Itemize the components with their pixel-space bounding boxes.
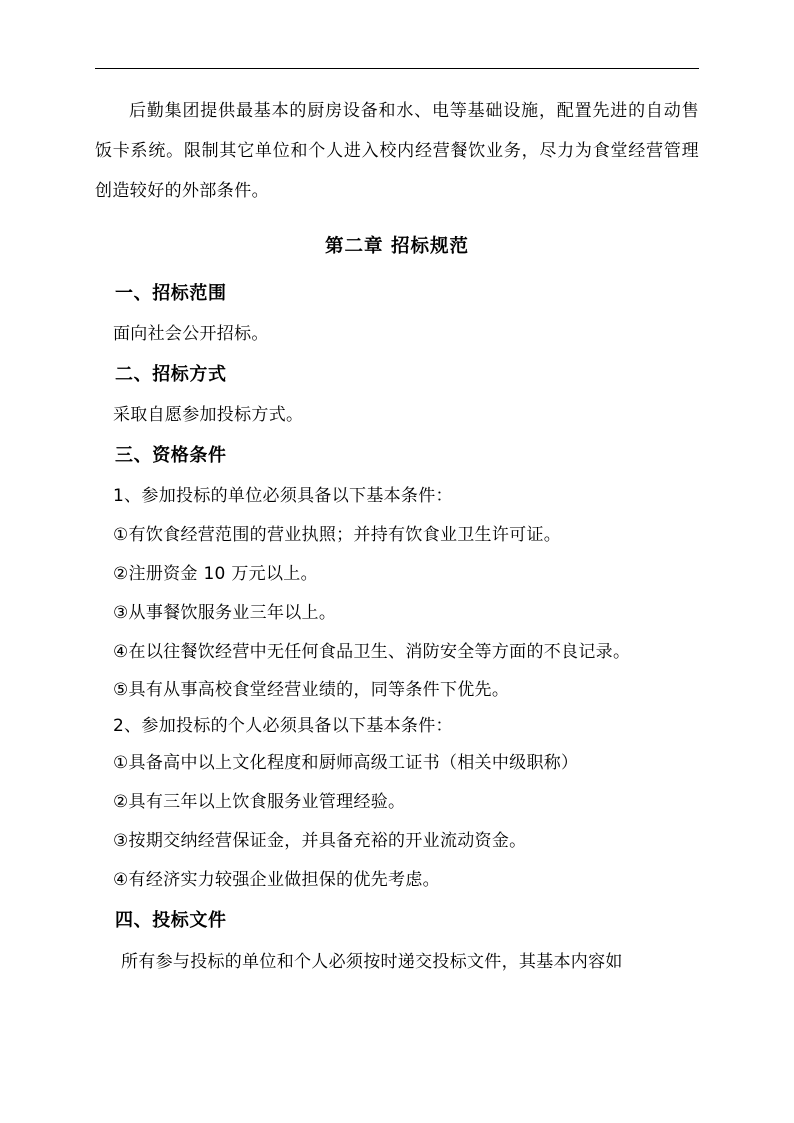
section-line-qual-10: ③按期交纳经营保证金，并具备充裕的开业流动资金。	[113, 831, 527, 851]
section-heading-method: 二、招标方式	[115, 364, 227, 385]
section-heading-scope: 一、招标范围	[115, 283, 227, 304]
section-heading-bid-documents: 四、投标文件	[115, 910, 227, 931]
document-content	[95, 68, 699, 982]
section-line-qual-3: ②注册资金 10 万元以上。	[113, 564, 318, 584]
chapter-title: 第二章 招标规范	[325, 236, 469, 257]
section-line-qual-1: 1、参加投标的单位必须具备以下基本条件：	[113, 486, 453, 506]
section-line-qual-11: ④有经济实力较强企业做担保的优先考虑。	[113, 870, 440, 890]
section-line-qual-9: ②具有三年以上饮食服务业管理经验。	[113, 792, 406, 812]
intro-paragraph: 后勤集团提供最基本的厨房设备和水、电等基础设施，配置先进的自动售饭卡系统。限制其它单位和个人进入校内经营餐饮业务，尽力为食堂经营管理创造较好的外部条件。	[95, 101, 699, 201]
section-heading-qualification: 三、资格条件	[115, 445, 227, 466]
section-line-qual-8: ①具备高中以上文化程度和厨师高级工证书（相关中级职称）	[113, 753, 579, 773]
section-line-qual-4: ③从事餐饮服务业三年以上。	[113, 603, 337, 623]
header-rule	[95, 68, 699, 69]
closing-paragraph: 所有参与投标的单位和个人必须按时递交投标文件，其基本内容如	[121, 952, 623, 972]
section-line-qual-2: ①有饮食经营范围的营业执照；并持有饮食业卫生许可证。	[113, 525, 562, 545]
section-line-qual-5: ④在以往餐饮经营中无任何食品卫生、消防安全等方面的不良记录。	[113, 642, 631, 662]
section-line-qual-6: ⑤具有从事高校食堂经营业绩的，同等条件下优先。	[113, 680, 510, 700]
section-line-method-1: 采取自愿参加投标方式。	[113, 405, 304, 425]
section-line-scope-1: 面向社会公开招标。	[113, 324, 269, 344]
section-line-qual-7: 2、参加投标的个人必须具备以下基本条件：	[113, 716, 453, 736]
